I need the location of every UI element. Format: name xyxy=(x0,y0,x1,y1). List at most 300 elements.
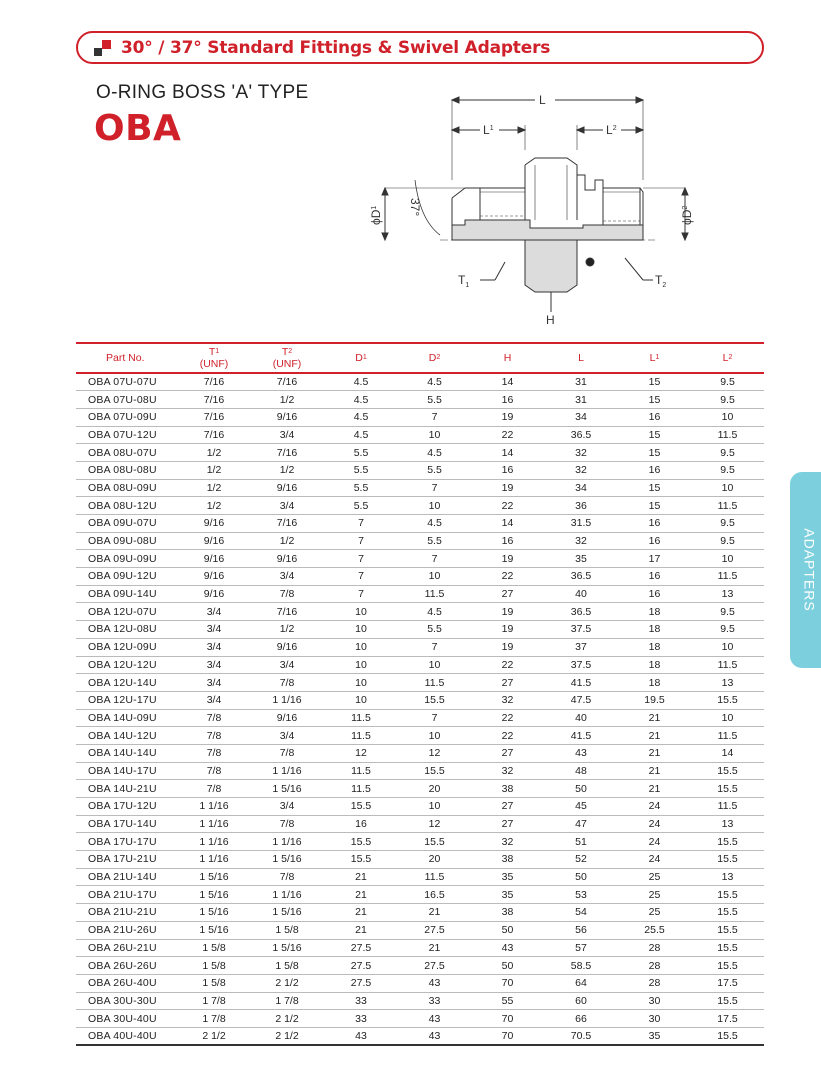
table-cell: 53 xyxy=(544,886,618,904)
table-cell: 13 xyxy=(691,674,764,692)
table-cell: 37.5 xyxy=(544,621,618,639)
table-cell: 3/4 xyxy=(250,568,324,586)
product-subtitle: O-RING BOSS 'A' TYPE xyxy=(96,82,309,103)
table-cell: 15.5 xyxy=(324,798,398,816)
table-cell: 7/16 xyxy=(178,408,250,426)
column-header: $L^2$ xyxy=(691,343,764,373)
table-cell: 15 xyxy=(618,497,691,515)
part-number-cell: OBA 17U-17U xyxy=(76,833,178,851)
table-cell: 4.5 xyxy=(324,373,398,391)
column-header: $T^2$ (UNF) xyxy=(250,343,324,373)
table-cell: 47 xyxy=(544,815,618,833)
table-cell: 15.5 xyxy=(691,904,764,922)
table-cell: 7/8 xyxy=(178,780,250,798)
table-cell: 16 xyxy=(618,568,691,586)
table-row xyxy=(76,939,764,957)
table-cell: 3/4 xyxy=(250,798,324,816)
table-cell: 1/2 xyxy=(250,532,324,550)
table-cell: 19 xyxy=(471,479,544,497)
table-cell: 7/16 xyxy=(250,603,324,621)
part-number-cell: OBA 07U-08U xyxy=(76,391,178,409)
side-tab-label: ADAPTERS xyxy=(802,528,818,612)
table-cell: 11.5 xyxy=(691,426,764,444)
column-header: L xyxy=(544,343,618,373)
table-cell: 14 xyxy=(471,515,544,533)
table-row xyxy=(76,886,764,904)
dim-angle: 37° xyxy=(408,198,422,217)
table-cell: 35 xyxy=(618,1027,691,1045)
table-cell: 43 xyxy=(324,1027,398,1045)
table-cell: 11.5 xyxy=(324,709,398,727)
table-cell: 31 xyxy=(544,391,618,409)
part-number-cell: OBA 12U-17U xyxy=(76,691,178,709)
table-cell: 16 xyxy=(471,532,544,550)
table-cell: 70 xyxy=(471,1027,544,1045)
table-cell: 57 xyxy=(544,939,618,957)
table-cell: 16 xyxy=(618,461,691,479)
table-cell: 47.5 xyxy=(544,691,618,709)
table-cell: 1 5/16 xyxy=(250,904,324,922)
dim-D2: $\phi D^2$ xyxy=(680,205,694,225)
table-cell: 1 1/16 xyxy=(250,833,324,851)
table-cell: 7/16 xyxy=(178,426,250,444)
table-cell: 11.5 xyxy=(398,585,471,603)
table-cell: 7 xyxy=(324,585,398,603)
table-cell: 25 xyxy=(618,904,691,922)
table-cell: 9/16 xyxy=(250,709,324,727)
table-cell: 3/4 xyxy=(250,426,324,444)
table-cell: 27 xyxy=(471,744,544,762)
table-cell: 9/16 xyxy=(178,568,250,586)
table-cell: 7/8 xyxy=(178,727,250,745)
product-code: OBA xyxy=(94,108,182,149)
table-cell: 7 xyxy=(398,479,471,497)
part-number-cell: OBA 17U-12U xyxy=(76,798,178,816)
part-number-cell: OBA 14U-09U xyxy=(76,709,178,727)
table-cell: 27.5 xyxy=(324,957,398,975)
table-row xyxy=(76,621,764,639)
table-cell: 7/16 xyxy=(178,373,250,391)
table-cell: 70 xyxy=(471,974,544,992)
table-cell: 1/2 xyxy=(250,461,324,479)
table-cell: 9.5 xyxy=(691,461,764,479)
table-cell: 70 xyxy=(471,1010,544,1028)
table-cell: 1 7/8 xyxy=(250,992,324,1010)
table-cell: 22 xyxy=(471,426,544,444)
table-cell: 18 xyxy=(618,674,691,692)
part-number-cell: OBA 09U-08U xyxy=(76,532,178,550)
banner-title: 30° / 37° Standard Fittings & Swivel Adapters xyxy=(121,37,551,58)
table-cell: 7/8 xyxy=(250,815,324,833)
table-row xyxy=(76,1027,764,1045)
table-cell: 41.5 xyxy=(544,727,618,745)
table-cell: 11.5 xyxy=(691,727,764,745)
table-row xyxy=(76,674,764,692)
table-cell: 2 1/2 xyxy=(178,1027,250,1045)
table-cell: 13 xyxy=(691,868,764,886)
table-cell: 18 xyxy=(618,638,691,656)
table-cell: 12 xyxy=(398,744,471,762)
column-header: Part No. xyxy=(76,343,178,373)
table-cell: 34 xyxy=(544,408,618,426)
column-header: H xyxy=(471,343,544,373)
part-number-cell: OBA 26U-21U xyxy=(76,939,178,957)
dimensions-table xyxy=(76,342,764,1046)
part-number-cell: OBA 07U-07U xyxy=(76,373,178,391)
table-cell: 10 xyxy=(324,674,398,692)
table-cell: 2 1/2 xyxy=(250,974,324,992)
table-cell: 33 xyxy=(398,992,471,1010)
table-cell: 18 xyxy=(618,621,691,639)
table-cell: 1 5/8 xyxy=(178,939,250,957)
table-cell: 15.5 xyxy=(398,691,471,709)
table-row xyxy=(76,744,764,762)
part-number-cell: OBA 14U-12U xyxy=(76,727,178,745)
table-cell: 7/8 xyxy=(178,709,250,727)
table-cell: 9.5 xyxy=(691,532,764,550)
table-cell: 27 xyxy=(471,815,544,833)
table-cell: 15.5 xyxy=(324,851,398,869)
table-cell: 27 xyxy=(471,585,544,603)
table-cell: 3/4 xyxy=(178,603,250,621)
table-cell: 5.5 xyxy=(324,461,398,479)
part-number-cell: OBA 14U-17U xyxy=(76,762,178,780)
table-cell: 10 xyxy=(324,656,398,674)
table-row xyxy=(76,408,764,426)
dim-T2: $T_2$ xyxy=(655,273,667,289)
table-cell: 3/4 xyxy=(178,638,250,656)
table-cell: 15.5 xyxy=(324,833,398,851)
table-cell: 55 xyxy=(471,992,544,1010)
table-cell: 3/4 xyxy=(178,674,250,692)
table-cell: 1/2 xyxy=(250,391,324,409)
table-cell: 9.5 xyxy=(691,603,764,621)
column-header: $D^1$ xyxy=(324,343,398,373)
part-number-cell: OBA 08U-07U xyxy=(76,444,178,462)
table-header-row xyxy=(76,343,764,373)
table-cell: 60 xyxy=(544,992,618,1010)
table-cell: 7/8 xyxy=(250,585,324,603)
part-number-cell: OBA 26U-40U xyxy=(76,974,178,992)
table-cell: 27.5 xyxy=(398,921,471,939)
table-cell: 48 xyxy=(544,762,618,780)
table-cell: 66 xyxy=(544,1010,618,1028)
table-cell: 43 xyxy=(398,1027,471,1045)
table-cell: 25.5 xyxy=(618,921,691,939)
table-cell: 7 xyxy=(324,532,398,550)
table-row xyxy=(76,585,764,603)
table-cell: 3/4 xyxy=(250,497,324,515)
part-number-cell: OBA 21U-21U xyxy=(76,904,178,922)
part-number-cell: OBA 08U-08U xyxy=(76,461,178,479)
table-row xyxy=(76,444,764,462)
part-number-cell: OBA 12U-08U xyxy=(76,621,178,639)
table-cell: 27 xyxy=(471,798,544,816)
table-row xyxy=(76,497,764,515)
dim-D1: $\phi D^1$ xyxy=(369,205,383,225)
table-cell: 10 xyxy=(398,497,471,515)
table-cell: 15.5 xyxy=(691,691,764,709)
table-cell: 21 xyxy=(618,744,691,762)
table-cell: 1 5/16 xyxy=(178,886,250,904)
table-cell: 64 xyxy=(544,974,618,992)
table-row xyxy=(76,479,764,497)
table-cell: 35 xyxy=(471,886,544,904)
table-cell: 5.5 xyxy=(324,497,398,515)
table-row xyxy=(76,762,764,780)
table-cell: 11.5 xyxy=(324,780,398,798)
table-cell: 1 1/16 xyxy=(178,815,250,833)
part-number-cell: OBA 21U-17U xyxy=(76,886,178,904)
table-row xyxy=(76,603,764,621)
table-cell: 10 xyxy=(398,727,471,745)
table-cell: 14 xyxy=(691,744,764,762)
part-number-cell: OBA 07U-09U xyxy=(76,408,178,426)
table-cell: 14 xyxy=(471,444,544,462)
table-cell: 19 xyxy=(471,550,544,568)
part-number-cell: OBA 12U-14U xyxy=(76,674,178,692)
part-number-cell: OBA 17U-21U xyxy=(76,851,178,869)
table-row xyxy=(76,815,764,833)
table-cell: 32 xyxy=(471,833,544,851)
table-cell: 16 xyxy=(471,461,544,479)
table-row xyxy=(76,691,764,709)
table-cell: 14 xyxy=(471,373,544,391)
table-cell: 1 7/8 xyxy=(178,1010,250,1028)
table-cell: 1/2 xyxy=(178,444,250,462)
table-cell: 3/4 xyxy=(178,656,250,674)
dim-H: H xyxy=(546,313,555,327)
table-cell: 37.5 xyxy=(544,656,618,674)
table-cell: 15.5 xyxy=(691,886,764,904)
table-cell: 5.5 xyxy=(398,461,471,479)
table-cell: 32 xyxy=(471,691,544,709)
table-cell: 10 xyxy=(691,550,764,568)
table-cell: 10 xyxy=(398,426,471,444)
table-cell: 9/16 xyxy=(178,585,250,603)
part-number-cell: OBA 08U-12U xyxy=(76,497,178,515)
table-cell: 43 xyxy=(398,974,471,992)
table-cell: 1 5/16 xyxy=(178,868,250,886)
table-cell: 21 xyxy=(618,727,691,745)
adapters-side-tab[interactable] xyxy=(790,472,821,668)
table-cell: 52 xyxy=(544,851,618,869)
table-cell: 9/16 xyxy=(250,408,324,426)
table-cell: 18 xyxy=(618,603,691,621)
table-cell: 10 xyxy=(324,603,398,621)
table-cell: 21 xyxy=(324,904,398,922)
table-cell: 7/16 xyxy=(250,515,324,533)
table-cell: 1 1/16 xyxy=(178,851,250,869)
table-body xyxy=(76,373,764,1045)
table-cell: 33 xyxy=(324,992,398,1010)
table-row xyxy=(76,532,764,550)
part-number-cell: OBA 26U-26U xyxy=(76,957,178,975)
table-cell: 38 xyxy=(471,780,544,798)
part-number-cell: OBA 09U-12U xyxy=(76,568,178,586)
table-cell: 50 xyxy=(544,780,618,798)
table-cell: 17.5 xyxy=(691,974,764,992)
table-cell: 37 xyxy=(544,638,618,656)
table-cell: 15.5 xyxy=(691,939,764,957)
table-cell: 24 xyxy=(618,815,691,833)
table-cell: 35 xyxy=(544,550,618,568)
table-row xyxy=(76,851,764,869)
table-cell: 1 7/8 xyxy=(178,992,250,1010)
table-cell: 30 xyxy=(618,1010,691,1028)
table-cell: 9.5 xyxy=(691,444,764,462)
table-cell: 28 xyxy=(618,957,691,975)
table-cell: 7/16 xyxy=(250,373,324,391)
table-cell: 19 xyxy=(471,408,544,426)
table-row xyxy=(76,974,764,992)
table-cell: 22 xyxy=(471,497,544,515)
table-cell: 12 xyxy=(324,744,398,762)
table-cell: 10 xyxy=(324,638,398,656)
table-cell: 32 xyxy=(471,762,544,780)
table-cell: 36 xyxy=(544,497,618,515)
part-number-cell: OBA 21U-26U xyxy=(76,921,178,939)
table-row xyxy=(76,391,764,409)
table-cell: 9.5 xyxy=(691,515,764,533)
table-cell: 16.5 xyxy=(398,886,471,904)
table-cell: 7/8 xyxy=(178,762,250,780)
table-cell: 1 1/16 xyxy=(250,886,324,904)
part-number-cell: OBA 09U-07U xyxy=(76,515,178,533)
table-cell: 7 xyxy=(324,515,398,533)
table-cell: 10 xyxy=(691,479,764,497)
table-row xyxy=(76,656,764,674)
table-cell: 51 xyxy=(544,833,618,851)
table-cell: 15 xyxy=(618,426,691,444)
part-number-cell: OBA 12U-07U xyxy=(76,603,178,621)
table-cell: 15.5 xyxy=(691,762,764,780)
table-cell: 15 xyxy=(618,391,691,409)
table-cell: 36.5 xyxy=(544,426,618,444)
table-cell: 15.5 xyxy=(691,833,764,851)
table-cell: 56 xyxy=(544,921,618,939)
table-cell: 21 xyxy=(618,762,691,780)
fitting-diagram xyxy=(355,80,705,330)
table-cell: 43 xyxy=(544,744,618,762)
table-cell: 21 xyxy=(324,921,398,939)
table-cell: 11.5 xyxy=(398,868,471,886)
table-cell: 2 1/2 xyxy=(250,1027,324,1045)
table-cell: 4.5 xyxy=(324,426,398,444)
table-cell: 11.5 xyxy=(691,656,764,674)
table-cell: 10 xyxy=(691,408,764,426)
table-cell: 10 xyxy=(324,621,398,639)
table-cell: 1 5/16 xyxy=(250,780,324,798)
table-cell: 38 xyxy=(471,904,544,922)
table-cell: 32 xyxy=(544,444,618,462)
table-row xyxy=(76,727,764,745)
table-cell: 27.5 xyxy=(398,957,471,975)
table-cell: 12 xyxy=(398,815,471,833)
table-cell: 58.5 xyxy=(544,957,618,975)
table-cell: 20 xyxy=(398,851,471,869)
dim-L2: $L^2$ xyxy=(606,123,617,137)
table-cell: 43 xyxy=(471,939,544,957)
table-cell: 24 xyxy=(618,851,691,869)
table-cell: 21 xyxy=(398,939,471,957)
part-number-cell: OBA 08U-09U xyxy=(76,479,178,497)
table-cell: 19.5 xyxy=(618,691,691,709)
table-cell: 5.5 xyxy=(324,479,398,497)
table-row xyxy=(76,1010,764,1028)
table-cell: 32 xyxy=(544,532,618,550)
table-cell: 9/16 xyxy=(250,550,324,568)
table-row xyxy=(76,426,764,444)
table-cell: 7/8 xyxy=(250,674,324,692)
table-cell: 15 xyxy=(618,373,691,391)
table-cell: 16 xyxy=(618,515,691,533)
table-cell: 45 xyxy=(544,798,618,816)
table-cell: 11.5 xyxy=(691,497,764,515)
column-header: $T^1$ (UNF) xyxy=(178,343,250,373)
table-cell: 1/2 xyxy=(178,497,250,515)
table-cell: 15.5 xyxy=(691,992,764,1010)
table-row xyxy=(76,461,764,479)
table-cell: 15.5 xyxy=(691,957,764,975)
table-cell: 25 xyxy=(618,868,691,886)
table-row xyxy=(76,921,764,939)
table-cell: 10 xyxy=(398,568,471,586)
table-cell: 13 xyxy=(691,585,764,603)
table-cell: 35 xyxy=(471,868,544,886)
table-cell: 7 xyxy=(398,408,471,426)
table-cell: 15.5 xyxy=(691,851,764,869)
table-cell: 11.5 xyxy=(691,568,764,586)
table-cell: 7/16 xyxy=(250,444,324,462)
section-banner xyxy=(76,31,764,64)
table-row xyxy=(76,373,764,391)
table-cell: 15.5 xyxy=(691,921,764,939)
table-cell: 3/4 xyxy=(250,727,324,745)
table-cell: 4.5 xyxy=(398,603,471,621)
table-row xyxy=(76,904,764,922)
part-number-cell: OBA 12U-12U xyxy=(76,656,178,674)
table-cell: 21 xyxy=(324,886,398,904)
table-cell: 3/4 xyxy=(250,656,324,674)
table-cell: 1 5/8 xyxy=(178,957,250,975)
table-cell: 1 1/16 xyxy=(250,762,324,780)
part-number-cell: OBA 12U-09U xyxy=(76,638,178,656)
table-cell: 7 xyxy=(398,709,471,727)
table-row xyxy=(76,568,764,586)
table-row xyxy=(76,515,764,533)
table-cell: 15.5 xyxy=(691,1027,764,1045)
table-cell: 33 xyxy=(324,1010,398,1028)
table-cell: 27.5 xyxy=(324,974,398,992)
part-number-cell: OBA 14U-21U xyxy=(76,780,178,798)
table-cell: 5.5 xyxy=(324,444,398,462)
table-cell: 5.5 xyxy=(398,391,471,409)
dim-T1: $T_1$ xyxy=(458,273,470,289)
part-number-cell: OBA 21U-14U xyxy=(76,868,178,886)
table-cell: 24 xyxy=(618,798,691,816)
table-cell: 28 xyxy=(618,939,691,957)
table-cell: 43 xyxy=(398,1010,471,1028)
table-row xyxy=(76,868,764,886)
table-cell: 15.5 xyxy=(691,780,764,798)
table-cell: 1 5/16 xyxy=(178,921,250,939)
table-cell: 38 xyxy=(471,851,544,869)
table-cell: 50 xyxy=(471,921,544,939)
table-cell: 7/8 xyxy=(250,868,324,886)
part-number-cell: OBA 40U-40U xyxy=(76,1027,178,1045)
table-cell: 21 xyxy=(618,709,691,727)
